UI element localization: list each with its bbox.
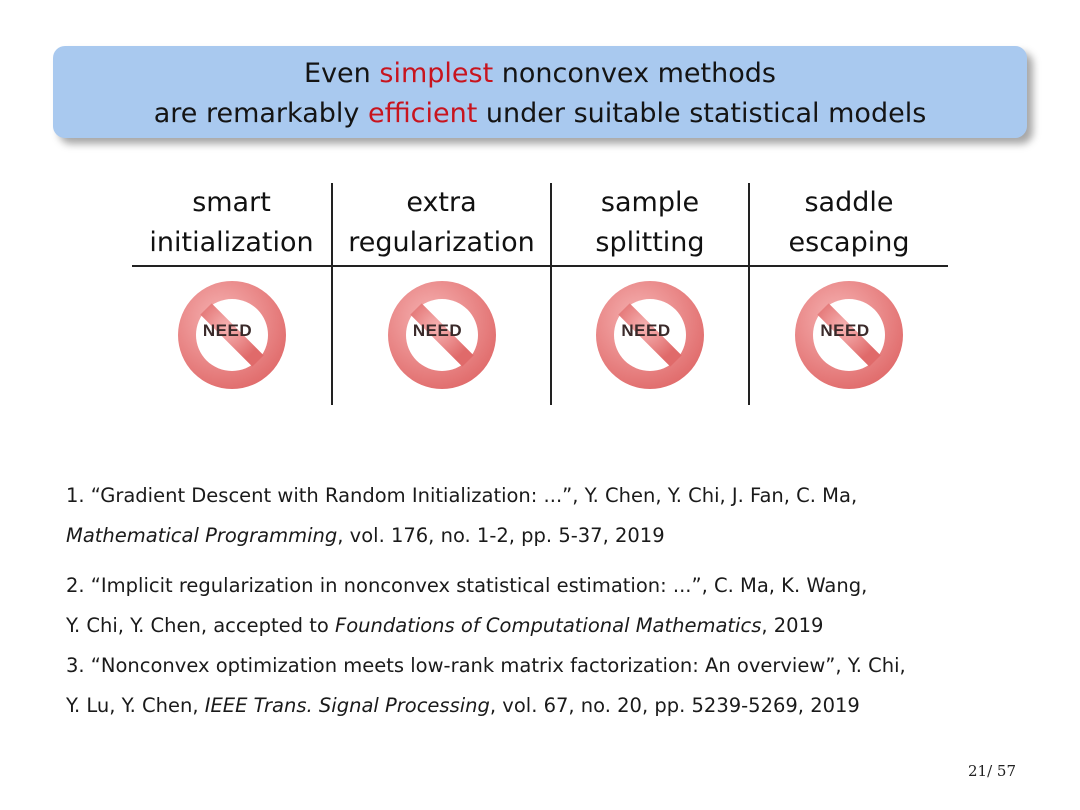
reference-details: , vol. 67, no. 20, pp. 5239-5269, 2019 [489, 694, 860, 717]
header-line: regularization [348, 227, 535, 258]
header-line: saddle [804, 187, 894, 218]
header-line: extra [406, 187, 477, 218]
journal-name: IEEE Trans. Signal Processing [204, 694, 490, 717]
column-smart-initialization [132, 183, 331, 405]
journal-name: Foundations of Computational Mathematics [335, 614, 762, 637]
need-label: NEED [202, 321, 253, 340]
need-label: NEED [820, 321, 870, 340]
column-header [132, 183, 331, 265]
reference-item [66, 476, 1026, 556]
references [66, 476, 1026, 726]
title-text: Even [304, 58, 380, 89]
reference-details: , 2019 [761, 614, 824, 637]
reference-details: , vol. 176, no. 1-2, pp. 5-37, 2019 [337, 524, 665, 547]
title-text: nonconvex methods [493, 58, 776, 89]
column-sample-splitting [552, 183, 748, 405]
journal-name: Mathematical Programming [66, 524, 338, 547]
need-label: NEED [621, 321, 671, 340]
no-need-icon [793, 279, 905, 391]
page-number: 21/ 57 [968, 762, 1016, 780]
reference-line [66, 516, 1026, 556]
column-header [750, 183, 948, 265]
reference-line [66, 606, 1026, 646]
header-line: sample [600, 187, 700, 218]
title-banner [53, 46, 1027, 138]
reference-line: 3. “Nonconvex optimization meets low-rank matrix factorization: An overview”, Y. Chi, [66, 654, 906, 677]
highlight-efficient: efficient [367, 98, 478, 129]
column-header [333, 183, 550, 265]
reference-line: 2. “Implicit regularization in nonconvex statistical estimation: ...”, C. Ma, K. Wang, [66, 574, 868, 597]
reference-line [66, 686, 1026, 726]
reference-item [66, 646, 1026, 726]
no-need-icon [594, 279, 706, 391]
header-line: smart [192, 187, 271, 218]
need-label: NEED [412, 321, 463, 340]
no-need-icon [386, 279, 498, 391]
reference-authors: Y. Lu, Y. Chen, [66, 694, 205, 717]
title-text: under suitable statistical models [477, 98, 927, 129]
reference-authors: Y. Chi, Y. Chen, accepted to [66, 614, 335, 637]
reference-line: 1. “Gradient Descent with Random Initialization: ...”, Y. Chen, Y. Chi, J. Fan, C. Ma, [66, 484, 858, 507]
title-text: are remarkably [153, 98, 368, 129]
title-line-1 [53, 54, 1027, 94]
header-line: splitting [595, 227, 705, 258]
header-line: initialization [149, 227, 314, 258]
highlight-simplest: simplest [379, 58, 494, 89]
column-saddle-escaping [750, 183, 948, 405]
column-header [552, 183, 748, 265]
no-need-icon [176, 279, 288, 391]
header-line: escaping [788, 227, 910, 258]
title-line-2 [53, 94, 1027, 134]
column-extra-regularization [333, 183, 550, 405]
reference-item [66, 566, 1026, 646]
requirements-table [132, 183, 948, 405]
